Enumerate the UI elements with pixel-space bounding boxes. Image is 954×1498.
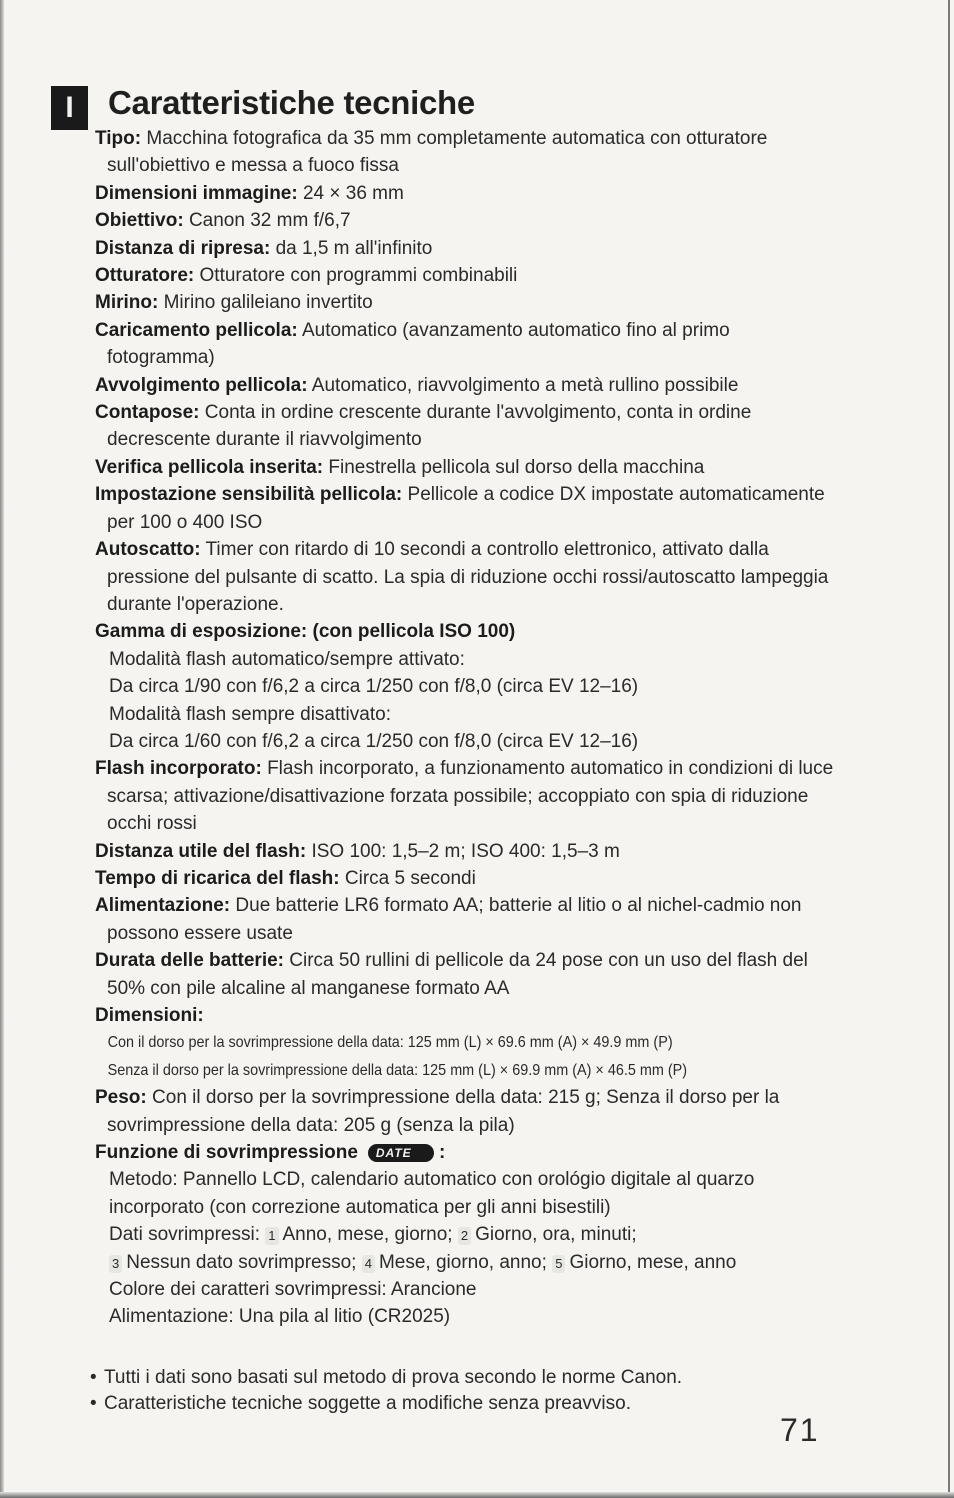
spec-list <box>95 125 835 1331</box>
spec-contapose: Contapose: Conta in ordine crescente durante l'avvolgimento, conta in ordine decrescente durante il riavvolgimento <box>95 402 752 451</box>
spec-dimensioni: Dimensioni: <box>95 1005 204 1026</box>
bullet-icon: • <box>90 1367 97 1388</box>
page-number: 71 <box>780 1412 820 1448</box>
page-edge-bottom <box>0 1492 954 1498</box>
exposure-line: Modalità flash sempre disattivato: <box>109 703 391 725</box>
spec-peso: Peso: Con il dorso per la sovrimpressione della data: 215 g; Senza il dorso per la sovrimpressione della data: 205 g (senza la pila) <box>95 1087 780 1136</box>
spec-funzione-sovrimpressione: Funzione di sovrimpressione DATE : <box>95 1142 446 1164</box>
mode-number: 3 <box>109 1255 122 1273</box>
dimension-line: Senza il dorso per la sovrimpressione della data: 125 mm (L) × 69.9 mm (A) × 46.5 mm (P) <box>107 1061 688 1079</box>
spec-sensibilita-pellicola: Impostazione sensibilità pellicola: Pellicole a codice DX impostate automaticamente per 100 o 400 ISO <box>95 484 825 533</box>
spec-avvolgimento-pellicola: Avvolgimento pellicola: Automatico, riavvolgimento a metà rullino possibile <box>95 374 739 396</box>
spec-flash-incorporato: Flash incorporato: Flash incorporato, a funzionamento automatico in condizioni di luce scarsa; attivazione/disattivazione forzata possibile; accoppiato con spia di riduzione occhi rossi <box>95 758 834 835</box>
date-modes: Dati sovrimpressi: 1 Anno, mese, giorno; 2 Giorno, ora, minuti; <box>109 1224 637 1246</box>
spec-verifica-pellicola: Verifica pellicola inserita: Finestrella pellicola sul dorso della macchina <box>95 456 705 478</box>
spec-tipo: Tipo: Macchina fotografica da 35 mm completamente automatica con otturatore sull'obiettivo e messa a fuoco fissa <box>95 128 768 177</box>
spec-distanza-ripresa: Distanza di ripresa: da 1,5 m all'infinito <box>95 237 433 259</box>
mode-number: 2 <box>458 1227 471 1245</box>
date-method: Metodo: Pannello LCD, calendario automatico con orológio digitale al quarzo incorporato (con correzione automatica per gli anni bisestili) <box>109 1169 755 1218</box>
date-modes: 3 Nessun dato sovrimpresso; 4 Mese, giorno, anno; 5 Giorno, mese, anno <box>95 1249 835 1276</box>
spec-caricamento-pellicola: Caricamento pellicola: Automatico (avanzamento automatico fino al primo fotogramma) <box>95 319 730 369</box>
page-edge-left <box>0 0 4 1498</box>
date-badge-icon: DATE <box>368 1144 434 1162</box>
page-title: Caratteristiche tecniche <box>108 84 475 121</box>
dimension-line: Con il dorso per la sovrimpressione della data: 125 mm (L) × 69.6 mm (A) × 49.9 mm (P) <box>107 1034 673 1052</box>
exposure-line: Da circa 1/90 con f/6,2 a circa 1/250 con f/8,0 (circa EV 12–16) <box>109 676 639 698</box>
notes <box>90 1365 850 1417</box>
spec-otturatore: Otturatore: Otturatore con programmi combinabili <box>95 265 518 287</box>
spec-obiettivo: Obiettivo: Canon 32 mm f/6,7 <box>95 210 351 232</box>
spec-dimensioni-immagine: Dimensioni immagine: 24 × 36 mm <box>95 182 404 204</box>
spec-ricarica-flash: Tempo di ricarica del flash: Circa 5 secondi <box>95 867 476 889</box>
exposure-line: Modalità flash automatico/sempre attivato: <box>109 648 465 670</box>
mode-number: 4 <box>362 1255 375 1273</box>
spec-durata-batterie: Durata delle batterie: Circa 50 rullini di pellicole da 24 pose con un uso del flash del 50% con pile alcaline al manganese formato AA <box>95 950 808 999</box>
spec-distanza-flash: Distanza utile del flash: ISO 100: 1,5–2 m; ISO 400: 1,5–3 m <box>95 840 620 862</box>
exposure-line: Da circa 1/60 con f/6,2 a circa 1/250 con f/8,0 (circa EV 12–16) <box>109 730 639 752</box>
bullet-icon: • <box>90 1393 97 1414</box>
mode-number: 1 <box>265 1227 278 1245</box>
note-item: • Caratteristiche tecniche soggette a modifiche senza preavviso. <box>90 1391 850 1417</box>
spec-alimentazione: Alimentazione: Due batterie LR6 formato AA; batterie al litio o al nichel-cadmio non possono essere usate <box>95 895 802 944</box>
spec-mirino: Mirino: Mirino galileiano invertito <box>95 292 373 314</box>
date-color: Colore dei caratteri sovrimpressi: Arancione <box>109 1279 477 1301</box>
date-power: Alimentazione: Una pila al litio (CR2025) <box>109 1306 451 1328</box>
mode-number: 5 <box>552 1255 565 1273</box>
spec-gamma-esposizione: Gamma di esposizione: (con pellicola ISO 100) <box>95 621 516 643</box>
language-badge: I <box>51 86 88 130</box>
spec-autoscatto: Autoscatto: Timer con ritardo di 10 secondi a controllo elettronico, attivato dalla pressione del pulsante di scatto. La spia di riduzione occhi rossi/autoscatto lampeggia durante l'operazione. <box>95 539 829 615</box>
page-edge-right <box>948 0 950 1498</box>
note-item: • Tutti i dati sono basati sul metodo di prova secondo le norme Canon. <box>90 1365 850 1391</box>
